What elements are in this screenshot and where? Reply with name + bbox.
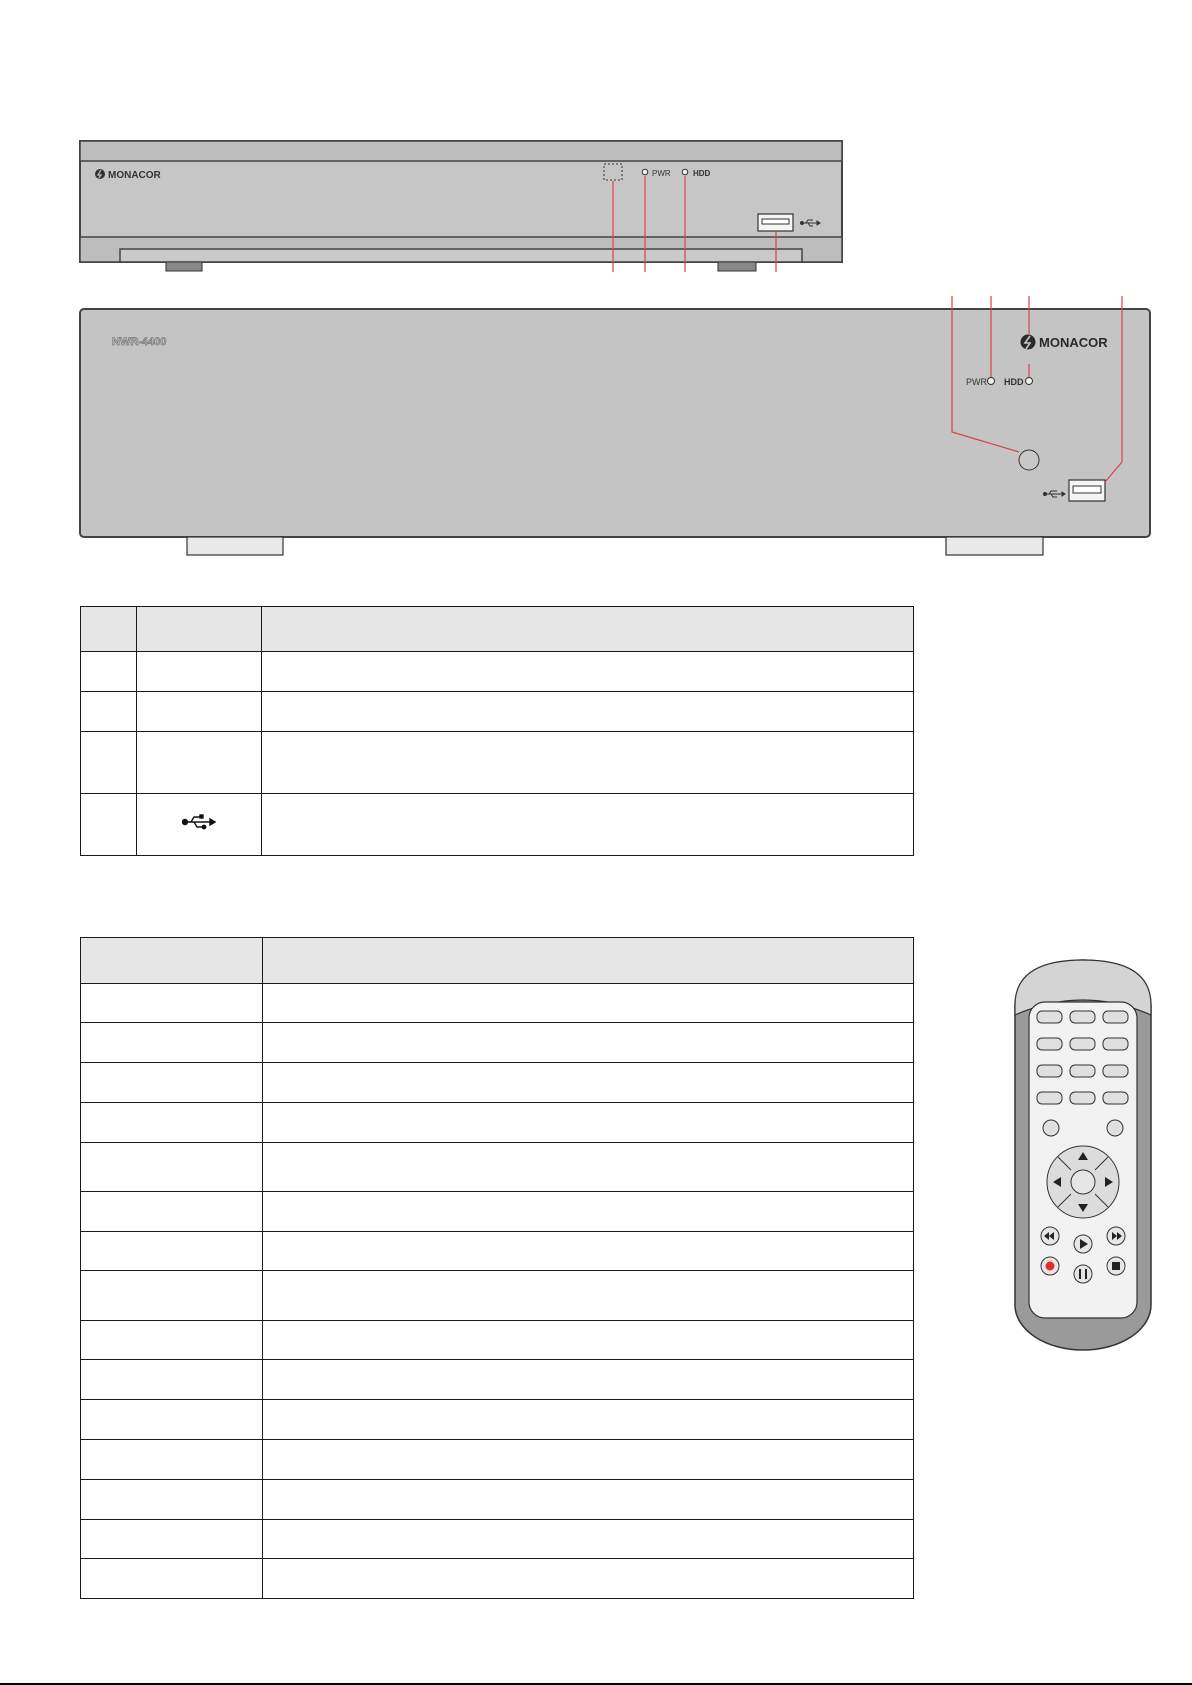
- table-cell: [81, 1520, 263, 1559]
- table-cell: [263, 1440, 914, 1480]
- front-panel-table: [80, 606, 914, 856]
- table-cell: [137, 732, 262, 794]
- rewind-icon[interactable]: [1041, 1227, 1059, 1245]
- table-header-row: [81, 607, 914, 652]
- small-unit-foot-right: [718, 262, 756, 271]
- table-cell: [263, 1103, 914, 1143]
- table-row: [81, 1480, 914, 1520]
- table-row: [81, 794, 914, 856]
- table-cell: [263, 1360, 914, 1400]
- large-unit-brand: MONACOR: [1039, 335, 1108, 350]
- pwr-led: [642, 169, 648, 175]
- table-cell: [81, 1480, 263, 1520]
- table-row: [81, 732, 914, 794]
- header-cell-function: [262, 607, 914, 652]
- table-row: [81, 652, 914, 692]
- device-illustrations: [0, 0, 1192, 560]
- table-cell: [81, 1440, 263, 1480]
- table-cell: [81, 1559, 263, 1599]
- table-cell: [137, 692, 262, 732]
- table-cell: [81, 1143, 263, 1192]
- table-cell: [81, 1321, 263, 1360]
- table-row: [81, 1321, 914, 1360]
- large-unit-foot-right: [946, 537, 1043, 555]
- table-header-row: [81, 938, 914, 984]
- remote-body: [1015, 960, 1151, 1350]
- table-row: [81, 1192, 914, 1232]
- large-pwr-label: PWR: [966, 377, 987, 387]
- table-row: [81, 1440, 914, 1480]
- large-unit-foot-left: [187, 537, 283, 555]
- table-cell: [81, 1400, 263, 1440]
- table-row: [81, 1023, 914, 1063]
- table-cell: [262, 652, 914, 692]
- remote-face: [1029, 1002, 1137, 1318]
- keypad-button[interactable]: [1070, 1038, 1095, 1050]
- table-row: [81, 1103, 914, 1143]
- table-cell: [263, 1023, 914, 1063]
- keypad-button[interactable]: [1103, 1092, 1128, 1104]
- table-cell: [81, 1023, 263, 1063]
- table-cell: [263, 984, 914, 1023]
- arrow-left-icon[interactable]: [1053, 1177, 1061, 1187]
- usb-port-slot: [1073, 486, 1101, 493]
- keypad-button[interactable]: [1070, 1011, 1095, 1023]
- arrow-right-icon[interactable]: [1105, 1177, 1113, 1187]
- table-cell: [81, 1063, 263, 1103]
- table-cell: [81, 1103, 263, 1143]
- table-row: [81, 1400, 914, 1440]
- table-row: [81, 984, 914, 1023]
- number-keypad: [1037, 1011, 1128, 1104]
- ir-sensor-icon: [1019, 450, 1039, 470]
- table-cell: [262, 732, 914, 794]
- menu-button-right[interactable]: [1107, 1120, 1123, 1136]
- usb-port-slot: [762, 219, 789, 224]
- header-cell-function: [263, 938, 914, 984]
- table-row: [81, 692, 914, 732]
- table-cell: [81, 794, 137, 856]
- table-row: [81, 1063, 914, 1103]
- small-pwr-label: PWR: [652, 169, 671, 178]
- table-cell: [263, 1400, 914, 1440]
- remote-top-cap: [1015, 960, 1151, 1015]
- table-cell: [137, 652, 262, 692]
- table-row: [81, 1559, 914, 1599]
- table-row: [81, 1520, 914, 1559]
- keypad-button[interactable]: [1070, 1065, 1095, 1077]
- record-icon[interactable]: [1041, 1257, 1059, 1275]
- keypad-button[interactable]: [1037, 1092, 1062, 1104]
- remote-control-table: [80, 937, 914, 1599]
- small-hdd-label: HDD: [693, 169, 711, 178]
- table-row: [81, 1232, 914, 1271]
- table-cell: [81, 732, 137, 794]
- menu-button-left[interactable]: [1043, 1120, 1059, 1136]
- small-unit-brand: MONACOR: [108, 170, 161, 181]
- pause-icon[interactable]: [1074, 1265, 1092, 1283]
- play-icon[interactable]: [1074, 1235, 1092, 1253]
- table-cell: [81, 984, 263, 1023]
- keypad-button[interactable]: [1070, 1092, 1095, 1104]
- table-row: [81, 1143, 914, 1192]
- usb-symbol-icon: [182, 814, 216, 830]
- table-cell: [263, 1271, 914, 1321]
- fast-forward-icon[interactable]: [1107, 1227, 1125, 1245]
- table-cell: [81, 652, 137, 692]
- arrow-down-icon[interactable]: [1078, 1204, 1088, 1212]
- table-row: [81, 1360, 914, 1400]
- arrow-up-icon[interactable]: [1078, 1152, 1088, 1160]
- small-unit-top-strip: [80, 141, 842, 161]
- small-unit-foot-left: [166, 262, 202, 271]
- table-cell: [263, 1559, 914, 1599]
- stop-icon[interactable]: [1107, 1257, 1125, 1275]
- table-cell: [263, 1520, 914, 1559]
- ok-button[interactable]: [1071, 1170, 1095, 1194]
- keypad-button[interactable]: [1037, 1011, 1062, 1023]
- large-unit-body: [80, 309, 1150, 537]
- large-unit: [80, 296, 1150, 555]
- table-cell: [81, 1360, 263, 1400]
- table-cell: [263, 1063, 914, 1103]
- table-cell: [81, 1192, 263, 1232]
- table-cell: [263, 1143, 914, 1192]
- table-cell: [262, 794, 914, 856]
- keypad-button[interactable]: [1103, 1011, 1128, 1023]
- header-cell-button: [81, 938, 263, 984]
- large-hdd-label: HDD: [1004, 377, 1024, 387]
- table-cell: [81, 692, 137, 732]
- table-cell: [263, 1192, 914, 1232]
- large-unit-model: NWR-4400: [112, 336, 167, 348]
- keypad-button[interactable]: [1103, 1038, 1128, 1050]
- navigation-ring[interactable]: [1047, 1146, 1119, 1218]
- table-cell: [263, 1480, 914, 1520]
- pwr-led: [988, 378, 995, 385]
- keypad-button[interactable]: [1103, 1065, 1128, 1077]
- navigation-dividers: [1058, 1157, 1108, 1207]
- small-unit-front-lip: [120, 249, 802, 262]
- table-row: [81, 1271, 914, 1321]
- table-cell-usb: [137, 794, 262, 856]
- table-cell: [81, 1232, 263, 1271]
- header-cell-element: [137, 607, 262, 652]
- hdd-led: [1026, 378, 1033, 385]
- keypad-button[interactable]: [1037, 1065, 1062, 1077]
- small-unit: [80, 141, 842, 272]
- keypad-button[interactable]: [1037, 1038, 1062, 1050]
- hdd-led: [682, 169, 688, 175]
- table-cell: [81, 1271, 263, 1321]
- header-cell-number: [81, 607, 137, 652]
- table-cell: [263, 1321, 914, 1360]
- table-cell: [263, 1232, 914, 1271]
- table-cell: [262, 692, 914, 732]
